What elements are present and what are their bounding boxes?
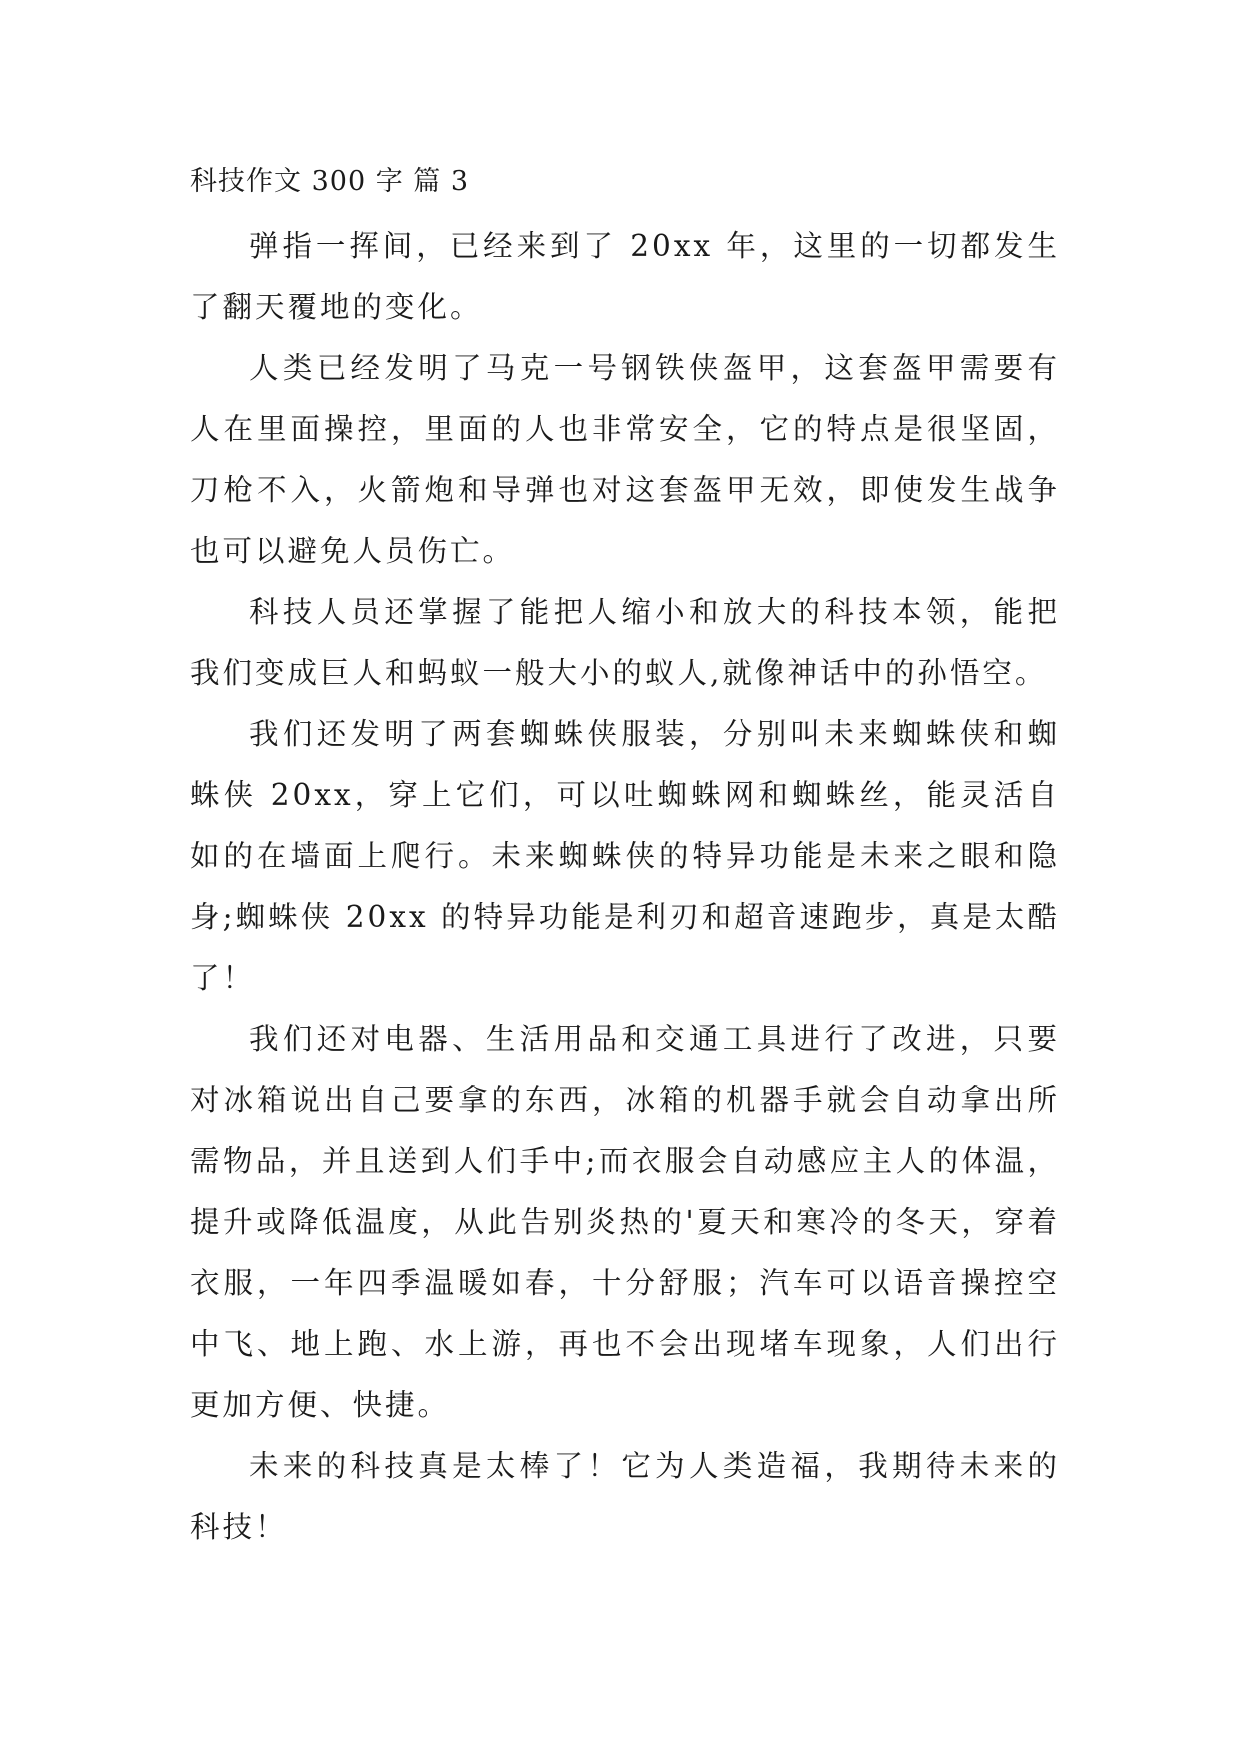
document-body [190, 160, 1060, 1558]
paragraph-5: 我们还对电器、生活用品和交通工具进行了改进，只要对冰箱说出自己要拿的东西，冰箱的机器手就会自动拿出所需物品，并且送到人们手中;而衣服会自动感应主人的体温，提升或降低温度，从此告别炎热的'夏天和寒冷的冬天，穿着衣服，一年四季温暖如春，十分舒服；汽车可以语音操控空中飞、地上跑、水上游，再也不会出现堵车现象，人们出行更加方便、快捷。 [190, 1022, 1060, 1422]
paragraph-6: 未来的科技真是太棒了！它为人类造福，我期待未来的科技！ [190, 1449, 1060, 1544]
paragraph-4: 我们还发明了两套蜘蛛侠服装，分别叫未来蜘蛛侠和蜘蛛侠 20xx，穿上它们，可以吐蜘蛛网和蜘蛛丝，能灵活自如的在墙面上爬行。未来蜘蛛侠的特异功能是未来之眼和隐身;蜘蛛侠 20xx 的特异功能是利刃和超音速跑步，真是太酷了！ [190, 717, 1060, 995]
paragraph-3: 科技人员还掌握了能把人缩小和放大的科技本领，能把我们变成巨人和蚂蚁一般大小的蚁人,就像神话中的孙悟空。 [190, 595, 1060, 690]
document-title: 科技作文 300 字 篇 3 [190, 166, 470, 197]
paragraph-1: 弹指一挥间，已经来到了 20xx 年，这里的一切都发生了翻天覆地的变化。 [190, 229, 1060, 324]
paragraph-2: 人类已经发明了马克一号钢铁侠盔甲，这套盔甲需要有人在里面操控，里面的人也非常安全，它的特点是很坚固，刀枪不入，火箭炮和导弹也对这套盔甲无效，即使发生战争也可以避免人员伤亡。 [190, 351, 1060, 568]
